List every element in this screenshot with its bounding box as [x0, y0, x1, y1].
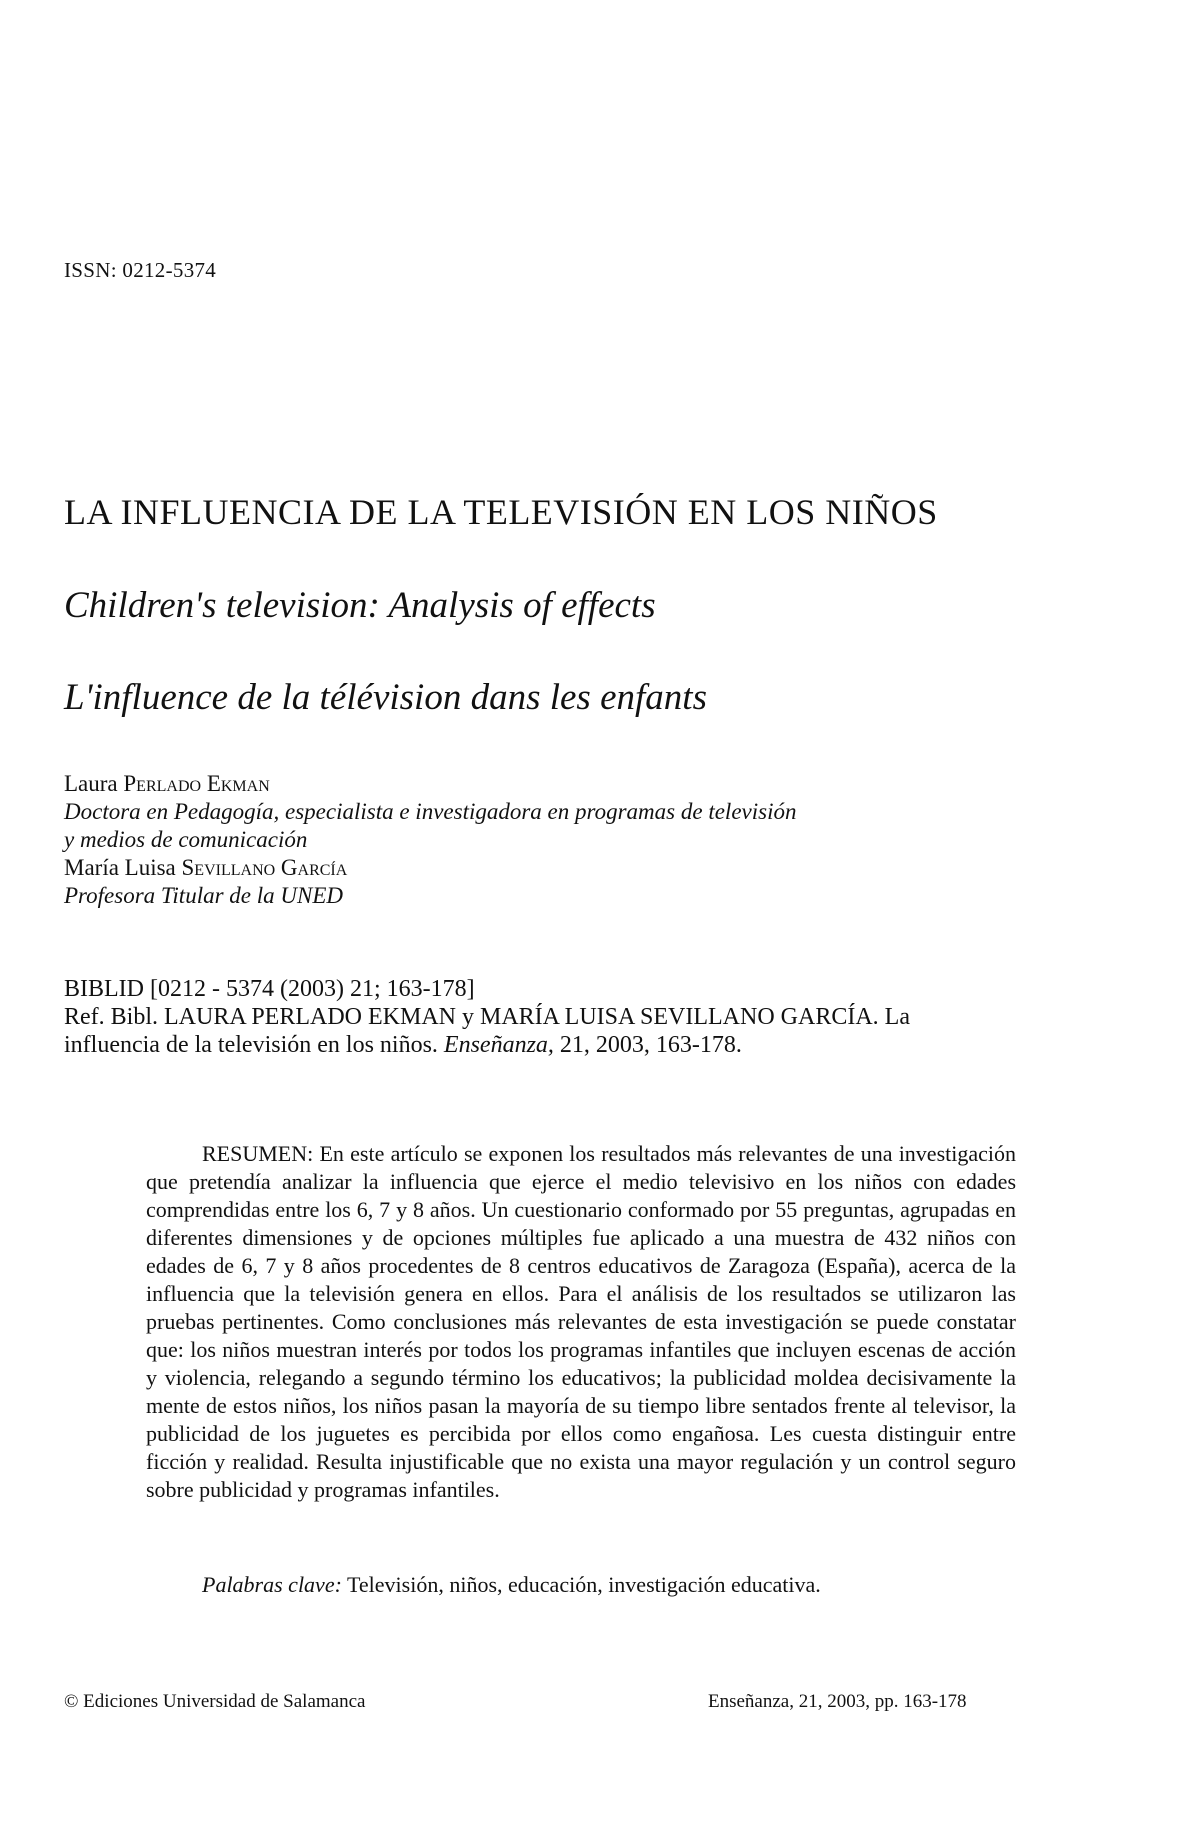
author-surname: Perlado Ekman: [123, 771, 270, 796]
author-name: [64, 770, 1024, 798]
authors-block: [64, 770, 1024, 910]
citation-volume-pages: 21, 2003, 163-178.: [559, 1032, 742, 1058]
author-first-name: María Luisa: [64, 855, 176, 880]
abstract-text: RESUMEN: En este artículo se exponen los resultados más relevantes de una investigación que pretendía analizar la influencia que ejerce el medio televisivo en los niños con edades comprendidas entre los 6, 7 y 8 años. Un cuestionario conformado por 55 preguntas, agrupadas en diferentes dimensiones y de opciones múltiples fue aplicado a una muestra de 432 niños con edades de 6, 7 y 8 años procedentes de 8 centros educativos de Zaragoza (España), acerca de la influencia que la televisión genera en ellos. Para el análisis de los resultados se utilizaron las pruebas pertinentes. Como conclusiones más relevantes de esta investigación se puede constatar que: los niños muestran interés por todos los programas infantiles que incluyen escenas de acción y violencia, relegando a segundo término los educativos; la publicidad moldea decisivamente la mente de estos niños, los niños pasan la mayoría de su tiempo libre sentados frente al televisor, la publicidad de los juguetes es percibida por ellos como engañosa. Les cuesta distinguir entre ficción y realidad. Resulta injustificable que no exista una mayor regulación y un control seguro sobre publicidad y programas infantiles.: [146, 1141, 1016, 1502]
citation-journal: Enseñanza,: [443, 1032, 554, 1058]
keywords-label: Palabras clave:: [202, 1572, 342, 1597]
issn-header: ISSN: 0212-5374: [64, 258, 217, 282]
biblid-ref-line: Ref. Bibl. LAURA PERLADO EKMAN y MARÍA LUISA SEVILLANO GARCÍA. La: [64, 1004, 910, 1030]
keywords: [202, 1572, 821, 1598]
biblid-line: BIBLID [0212 - 5374 (2003) 21; 163-178]: [64, 976, 475, 1002]
author-affiliation: Profesora Titular de la UNED: [64, 883, 343, 908]
author-name: [64, 854, 1024, 882]
biblid-citation-line: [64, 1031, 1024, 1059]
keywords-text: Televisión, niños, educación, investigación educativa.: [347, 1572, 821, 1597]
article-subtitle-french: L'influence de la télévision dans les enfants: [64, 677, 707, 718]
biblid-reference: [64, 975, 1024, 1059]
author-affiliation: y medios de comunicación: [64, 827, 308, 852]
author-surname: Sevillano García: [181, 855, 348, 880]
abstract: [146, 1140, 1016, 1504]
citation-title: influencia de la televisión en los niños.: [64, 1032, 438, 1058]
article-subtitle-english: Children's television: Analysis of effects: [64, 585, 656, 626]
author-first-name: Laura: [64, 771, 118, 796]
author-affiliation: Doctora en Pedagogía, especialista e investigadora en programas de televisión: [64, 799, 797, 824]
article-title: LA INFLUENCIA DE LA TELEVISIÓN EN LOS NIÑOS: [64, 492, 938, 532]
footer-journal-info: Enseñanza, 21, 2003, pp. 163-178: [708, 1691, 967, 1712]
footer-copyright: © Ediciones Universidad de Salamanca: [64, 1691, 366, 1712]
